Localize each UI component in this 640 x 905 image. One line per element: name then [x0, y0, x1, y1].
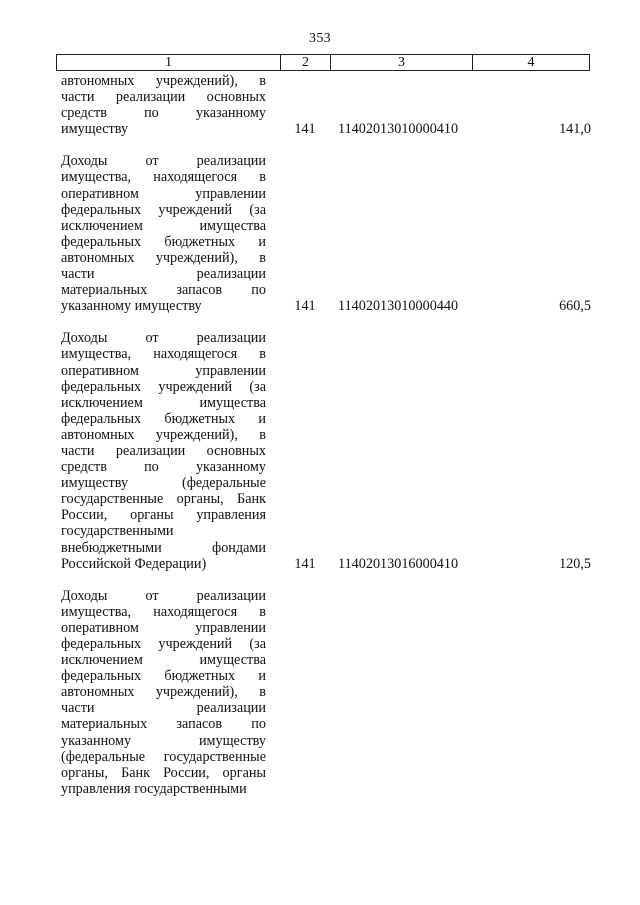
- description-line: исключением имущества: [61, 394, 266, 411]
- description-line: части реализации основных: [61, 442, 266, 459]
- table-header: [56, 54, 590, 71]
- description-line: Доходы от реализации: [61, 153, 266, 170]
- revenue-description: [61, 73, 266, 137]
- description-line: федеральных бюджетных и: [61, 233, 266, 250]
- description-line: Российской Федерации): [61, 555, 207, 572]
- budget-classification-code: 11402013010000410: [338, 121, 459, 138]
- description-line: России, органы управления: [61, 507, 266, 524]
- description-line: внебюджетными фондами: [61, 539, 266, 556]
- description-line: имуществу: [61, 121, 129, 138]
- description-line: исключением имущества: [61, 217, 266, 234]
- description-line: оперативном управлении: [61, 185, 266, 202]
- description-line: имущества, находящегося в: [61, 603, 266, 620]
- description-line: (федеральные государственные: [61, 748, 266, 765]
- description-line: автономных учреждений), в: [61, 684, 266, 701]
- description-line: средств по указанному: [61, 459, 266, 476]
- description-line: имущества, находящегося в: [61, 346, 266, 363]
- description-line: части реализации основных: [61, 89, 266, 106]
- description-line: имуществу (федеральные: [61, 475, 266, 492]
- description-line: материальных запасов по: [61, 716, 266, 733]
- description-line: автономных учреждений), в: [61, 426, 266, 443]
- table-row: [61, 73, 591, 137]
- admin-code: 141: [294, 298, 316, 315]
- description-line: федеральных учреждений (за: [61, 201, 266, 218]
- column-header-2: 2: [281, 55, 331, 70]
- column-header-4: 4: [527, 55, 535, 70]
- budget-classification-code: 11402013016000410: [338, 555, 459, 572]
- table-row: [61, 153, 591, 314]
- description-line: управления государственными: [61, 780, 247, 797]
- page-number: 353: [309, 31, 331, 46]
- amount: 141,0: [559, 121, 591, 138]
- revenue-description: [61, 153, 266, 314]
- description-line: указанному имуществу: [61, 298, 202, 315]
- revenue-description: [61, 330, 266, 571]
- revenue-description: [61, 588, 266, 797]
- description-line: Доходы от реализации: [61, 330, 266, 347]
- column-header-1: 1: [57, 55, 281, 70]
- amount: 120,5: [559, 555, 591, 572]
- description-line: государственными: [61, 523, 174, 540]
- description-line: материальных запасов по: [61, 282, 266, 299]
- description-line: федеральных бюджетных и: [61, 668, 266, 685]
- description-line: оперативном управлении: [61, 619, 266, 636]
- column-header-3: 3: [331, 55, 473, 70]
- description-line: исключением имущества: [61, 652, 266, 669]
- description-line: имущества, находящегося в: [61, 169, 266, 186]
- table-row: [61, 330, 591, 571]
- description-line: средств по указанному: [61, 105, 266, 122]
- amount: 660,5: [559, 298, 591, 315]
- admin-code: 141: [294, 555, 316, 572]
- description-line: федеральных учреждений (за: [61, 636, 266, 652]
- description-line: органы, Банк России, органы: [61, 764, 266, 781]
- description-line: части реализации: [61, 700, 266, 717]
- description-line: государственные органы, Банк: [61, 491, 266, 508]
- description-line: автономных учреждений), в: [61, 73, 266, 89]
- table-body: [61, 73, 591, 797]
- description-line: Доходы от реализации: [61, 587, 266, 604]
- description-line: федеральных учреждений (за: [61, 378, 266, 395]
- table-row: [61, 588, 591, 797]
- description-line: федеральных бюджетных и: [61, 410, 266, 427]
- description-line: части реализации: [61, 266, 266, 283]
- budget-classification-code: 11402013010000440: [338, 298, 459, 315]
- description-line: оперативном управлении: [61, 362, 266, 379]
- admin-code: 141: [294, 121, 316, 138]
- description-line: автономных учреждений), в: [61, 249, 266, 266]
- description-line: указанному имуществу: [61, 732, 266, 749]
